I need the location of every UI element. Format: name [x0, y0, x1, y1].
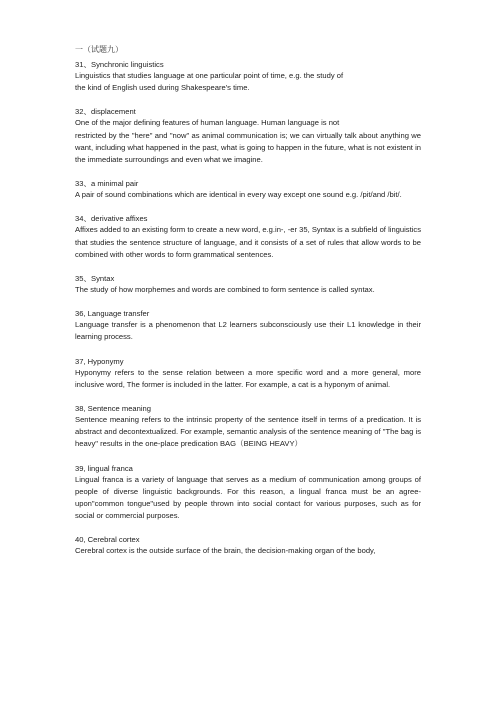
glossary-entry	[75, 213, 421, 261]
entry-definition	[75, 224, 421, 261]
definition-line: Language transfer is a phenomenon that L2 learners subconsciously use their L1 knowledge in their learning process.	[75, 320, 421, 342]
entry-term: 33、a minimal pair	[75, 179, 139, 189]
definition-line: Linguistics that studies language at one particular point of time, e.g. the study of	[75, 71, 344, 80]
definition-line: Affixes added to an existing form to create a new word, e.g.in-, -er 35, Syntax is a subfield of linguistics that studies the sentence structure of language, and it consists of a set of rules that allow words to be combined with other words to form grammatical sentences.	[75, 225, 421, 259]
definition-line: restricted by the "here" and "now" as animal communication is; we can virtually talk about anything we want, including what happened in the past, what is going to happen in the future, what is not existent in the immediate surroundings and even what we imagine.	[75, 130, 421, 165]
entry-definition	[75, 319, 421, 343]
entry-definition	[75, 367, 421, 391]
entry-definition	[75, 70, 421, 94]
entry-term: 39, lingual franca	[75, 463, 133, 473]
glossary-entry	[75, 463, 421, 523]
glossary-entry	[75, 534, 421, 557]
definition-line: A pair of sound combinations which are identical in every way except one sound e.g. /pit/and /bit/.	[75, 190, 402, 200]
glossary-entry	[75, 308, 421, 343]
glossary-entry	[75, 106, 421, 166]
glossary-entry	[75, 273, 421, 296]
entry-definition	[75, 414, 421, 451]
entry-definition	[75, 545, 421, 557]
entry-definition	[75, 117, 421, 166]
definition-line: Hyponymy refers to the sense relation between a more specific word and a more general, more inclusive word, The former is included in the latter. For example, a cat is a hyponym of animal.	[75, 367, 421, 389]
entry-term: 31、Synchronic linguistics	[75, 60, 164, 69]
definition-line: the kind of English used during Shakespeare's time.	[75, 83, 250, 93]
glossary-entry	[75, 178, 421, 201]
definition-line: Sentence meaning refers to the intrinsic property of the sentence itself in terms of a predication. It is abstract and decontextualized. For example, semantic analysis of the sentence meaning of "The bag is heavy" results in the one-place predication BAG（BEING HEAVY）	[75, 415, 421, 449]
definition-line: One of the major defining features of human language. Human language is not	[75, 118, 340, 128]
entry-term: 40, Cerebral cortex	[75, 535, 140, 545]
entry-term: 34、derivative affixes	[75, 214, 148, 224]
entry-definition	[75, 474, 421, 523]
glossary-entry	[75, 356, 421, 391]
definition-line: Cerebral cortex is the outside surface of the brain, the decision-making organ of the body,	[75, 546, 376, 556]
section-heading: 一（试题九）	[75, 45, 123, 54]
glossary-entry	[75, 403, 421, 451]
entry-term: 37, Hyponymy	[75, 356, 124, 366]
document-page	[75, 44, 421, 570]
entry-term: 35、Syntax	[75, 274, 115, 284]
glossary-list	[75, 59, 421, 558]
entry-term: 32、displacement	[75, 107, 136, 117]
glossary-entry	[75, 59, 421, 94]
definition-line: The study of how morphemes and words are combined to form sentence is called syntax.	[75, 285, 375, 295]
entry-term: 38, Sentence meaning	[75, 404, 151, 414]
entry-definition	[75, 189, 421, 201]
definition-line: Lingual franca is a variety of language that serves as a medium of communication among groups of people of diverse linguistic backgrounds. For this reason, a lingual franca must be an agree-upon"common tongue"used by people thrown into social contact for various purposes, such as for social or commercial purposes.	[75, 474, 421, 521]
entry-definition	[75, 284, 421, 296]
entry-term: 36, Language transfer	[75, 309, 150, 319]
